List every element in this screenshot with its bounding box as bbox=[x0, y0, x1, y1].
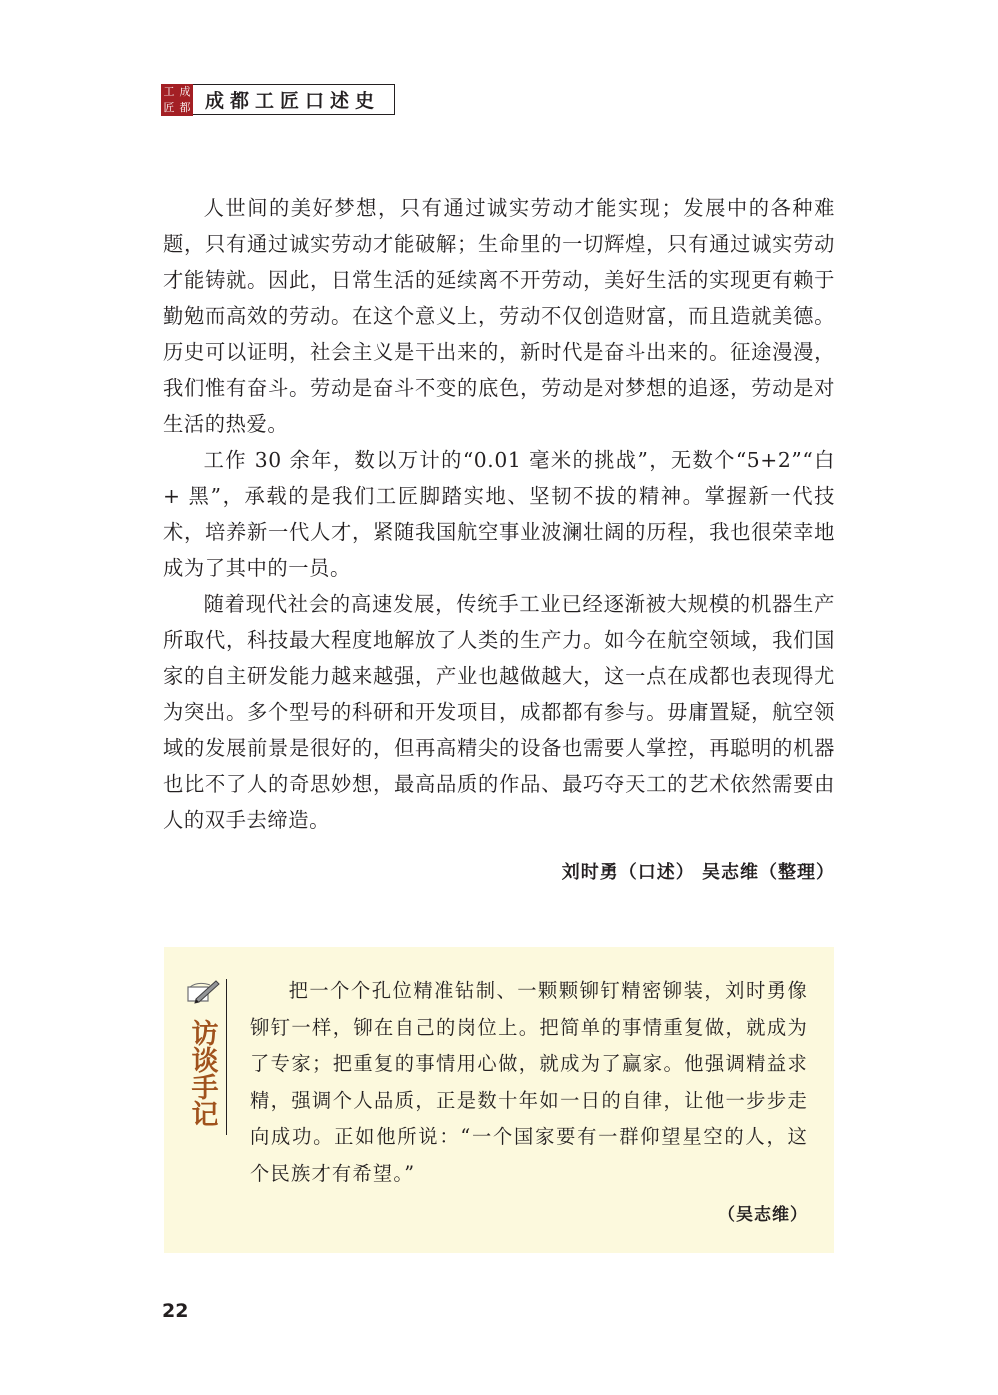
notes-title-char: 访 bbox=[191, 1019, 219, 1050]
seal-char: 成 bbox=[179, 85, 191, 98]
running-header bbox=[161, 84, 395, 116]
paragraph: 随着现代社会的高速发展，传统手工业已经逐渐被大规模的机器生产所取代，科技最大程度地解放了人类的生产力。如今在航空领域，我们国家的自主研发能力越来越强，产业也越做越大，这一点在成都也表现得尤为突出。多个型号的科研和开发项目，成都都有参与。毋庸置疑，航空领域的发展前景是很好的，但再高精尖的设备也需要人掌控，再聪明的机器也比不了人的奇思妙想，最高品质的作品、最巧夺天工的艺术依然需要由人的双手去缔造。 bbox=[163, 592, 835, 832]
notes-signature: （吴志维） bbox=[718, 1205, 808, 1225]
paragraph: 工作 30 余年，数以万计的“0.01 毫米的挑战”，无数个“5+2”“白 + 黑”，承载的是我们工匠脚踏实地、坚韧不拔的精神。掌握新一代技术，培养新一代人才，紧随我国航空事业波澜壮阔的历程，我也很荣幸地成为了其中的一员。 bbox=[163, 448, 835, 580]
seal-logo bbox=[161, 84, 193, 116]
notes-title bbox=[188, 1021, 222, 1129]
seal-char: 都 bbox=[179, 101, 191, 114]
seal-char: 工 bbox=[163, 85, 175, 98]
interview-notes-box bbox=[164, 947, 834, 1253]
notes-title-char: 手 bbox=[191, 1073, 219, 1104]
main-text bbox=[163, 190, 835, 838]
notes-title-char: 谈 bbox=[191, 1046, 219, 1077]
author-signature: 刘时勇（口述） 吴志维（整理） bbox=[561, 862, 835, 883]
paragraph: 人世间的美好梦想，只有通过诚实劳动才能实现；发展中的各种难题，只有通过诚实劳动才能破解；生命里的一切辉煌，只有通过诚实劳动才能铸就。因此，日常生活的延续离不开劳动，美好生活的实现更有赖于勤勉而高效的劳动。在这个意义上，劳动不仅创造财富，而且造就美德。历史可以证明，社会主义是干出来的，新时代是奋斗出来的。征途漫漫，我们惟有奋斗。劳动是奋斗不变的底色，劳动是对梦想的追逐，劳动是对生活的热爱。 bbox=[163, 196, 835, 436]
notepad-pen-icon bbox=[186, 979, 222, 1007]
notes-text: 把一个个孔位精准钻制、一颗颗铆钉精密铆装，刘时勇像铆钉一样，铆在自己的岗位上。把简单的事情重复做，就成为了专家；把重复的事情用心做，就成为了赢家。他强调精益求精，强调个人品质，正是数十年如一日的自律，让他一步步走向成功。正如他所说：“一个国家要有一群仰望星空的人，这个民族才有希望。” bbox=[250, 979, 808, 1185]
notes-title-char: 记 bbox=[191, 1100, 219, 1131]
seal-char: 匠 bbox=[163, 101, 175, 114]
page-number: 22 bbox=[162, 1300, 189, 1322]
book-title: 成都工匠口述史 bbox=[193, 84, 395, 115]
notes-sidebar bbox=[186, 979, 227, 1135]
